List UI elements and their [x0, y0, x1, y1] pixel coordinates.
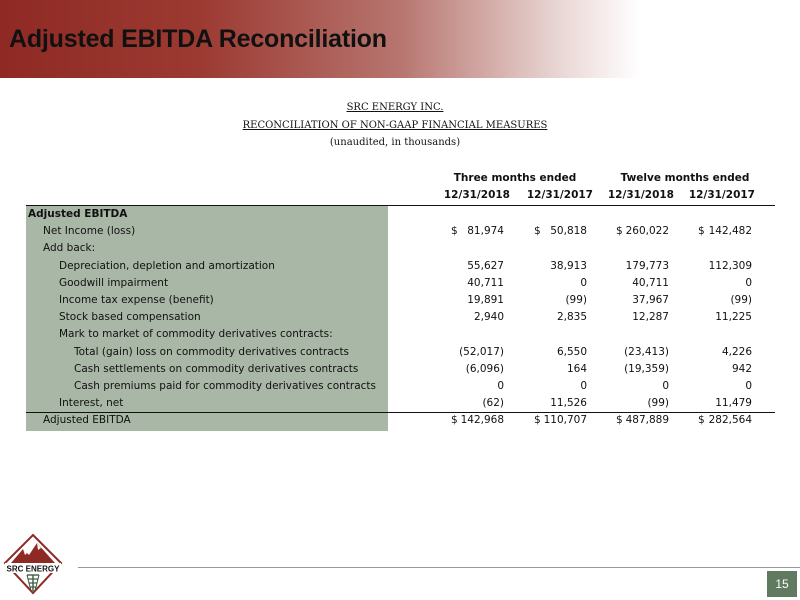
table-row	[26, 395, 776, 412]
cell-value: (6,096)	[465, 362, 504, 375]
cell-value: (99)	[647, 397, 669, 410]
cell-value: (19,359)	[624, 362, 669, 375]
cell-value: 260,022	[625, 225, 669, 238]
table-row	[26, 309, 776, 326]
cell-value: 0	[745, 276, 752, 289]
footer-divider	[78, 567, 800, 568]
column-header: 12/31/2018	[443, 189, 510, 201]
cell-value: 112,309	[708, 259, 752, 272]
cell-value: 12,287	[632, 311, 669, 324]
row-label: Total (gain) loss on commodity derivatives contracts	[74, 345, 350, 358]
row-label: Add back:	[43, 242, 96, 255]
currency-symbol: $	[698, 225, 705, 238]
currency-symbol: $	[616, 414, 623, 427]
currency-symbol: $	[698, 414, 705, 427]
total-divider	[26, 412, 775, 413]
row-label: Stock based compensation	[59, 311, 201, 324]
cell-value: (52,017)	[459, 345, 504, 358]
cell-value: 142,968	[460, 414, 504, 427]
cell-value: 0	[580, 380, 587, 392]
units-note: (unaudited, in thousands)	[329, 137, 461, 148]
cell-value: 81,974	[467, 225, 504, 238]
cell-value: 11,225	[715, 311, 752, 324]
cell-value: 164	[566, 362, 587, 375]
row-label: Adjusted EBITDA	[43, 414, 131, 427]
period-twelve-months: Twelve months ended	[620, 172, 750, 184]
page-number-badge: 15	[767, 571, 797, 597]
period-three-months: Three months ended	[453, 172, 577, 184]
row-label: Depreciation, depletion and amortization	[59, 259, 275, 272]
src-energy-logo	[3, 533, 63, 600]
cell-value: 6,550	[556, 345, 587, 358]
cell-value: 110,707	[543, 414, 587, 427]
cell-value: 179,773	[625, 259, 669, 272]
table-row	[26, 361, 776, 378]
table-row	[26, 378, 776, 395]
cell-value: 38,913	[550, 259, 587, 272]
cell-value: 37,967	[632, 294, 669, 306]
cell-value: 942	[731, 362, 752, 375]
column-header: 12/31/2018	[607, 189, 674, 201]
currency-symbol: $	[534, 225, 541, 238]
cell-value: 55,627	[467, 259, 504, 272]
cell-value: 4,226	[721, 345, 752, 358]
report-subtitle: RECONCILIATION OF NON-GAAP FINANCIAL MEASURES	[242, 120, 548, 131]
cell-value: 11,479	[715, 397, 752, 410]
cell-value: 2,940	[473, 311, 504, 324]
table-row	[26, 344, 776, 361]
cell-value: 0	[745, 380, 752, 392]
table-row	[26, 326, 776, 343]
table-row	[26, 240, 776, 257]
cell-value: 282,564	[708, 414, 752, 427]
table-row	[26, 223, 776, 240]
cell-value: (62)	[482, 397, 504, 410]
table-row	[26, 412, 776, 429]
table-row	[26, 292, 776, 309]
row-label: Interest, net	[59, 397, 124, 410]
cell-value: 0	[580, 276, 587, 289]
cell-value: 40,711	[467, 276, 504, 289]
company-name: SRC ENERGY INC.	[346, 102, 444, 113]
cell-value: (23,413)	[624, 345, 669, 358]
cell-value: 11,526	[550, 397, 587, 410]
cell-value: 142,482	[708, 225, 752, 238]
cell-value: 0	[662, 380, 669, 392]
currency-symbol: $	[451, 414, 458, 427]
table-row	[26, 275, 776, 292]
logo-text: SRC ENERGY	[6, 564, 60, 574]
column-header: 12/31/2017	[526, 189, 593, 201]
page-title: Adjusted EBITDA Reconciliation	[9, 25, 387, 53]
cell-value: 19,891	[467, 294, 504, 306]
row-label: Cash settlements on commodity derivatives contracts	[74, 362, 359, 375]
row-label: Cash premiums paid for commodity derivatives contracts	[74, 380, 377, 392]
currency-symbol: $	[451, 225, 458, 238]
cell-value: 50,818	[550, 225, 587, 238]
row-label: Income tax expense (benefit)	[59, 294, 214, 306]
table-row	[26, 206, 776, 223]
cell-value: (99)	[730, 294, 752, 306]
table-row	[26, 258, 776, 275]
currency-symbol: $	[616, 225, 623, 238]
row-label: Goodwill impairment	[59, 276, 169, 289]
cell-value: 0	[497, 380, 504, 392]
column-header: 12/31/2017	[688, 189, 755, 201]
row-label: Net Income (loss)	[43, 225, 136, 238]
cell-value: (99)	[565, 294, 587, 306]
cell-value: 2,835	[556, 311, 587, 324]
cell-value: 40,711	[632, 276, 669, 289]
row-label: Mark to market of commodity derivatives contracts:	[59, 328, 333, 341]
cell-value: 487,889	[625, 414, 669, 427]
currency-symbol: $	[534, 414, 541, 427]
row-label: Adjusted EBITDA	[28, 208, 128, 220]
